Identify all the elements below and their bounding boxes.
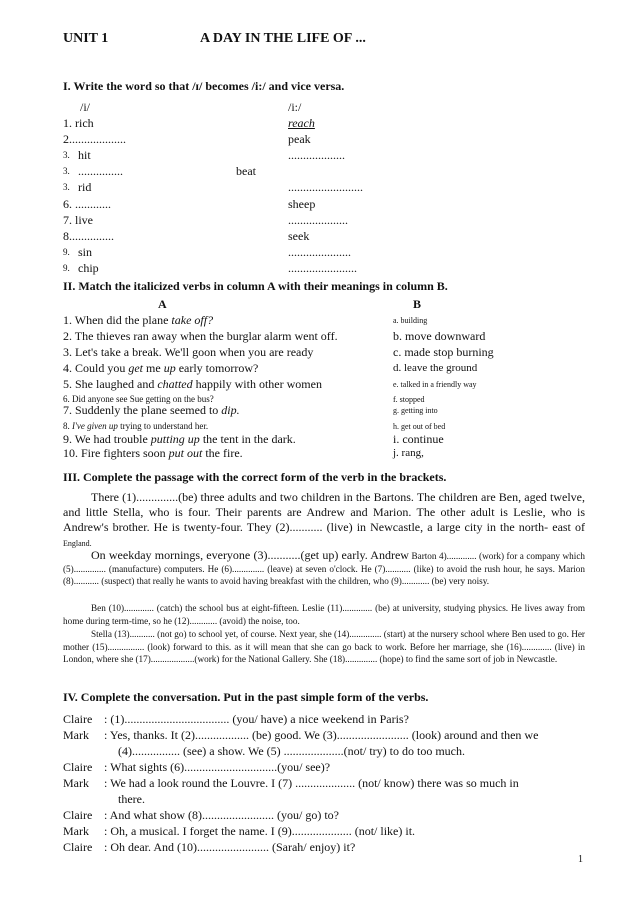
match-a-text: 6. Did anyone see Sue getting on the bus? <box>63 394 214 404</box>
section4-heading: IV. Complete the conversation. Put in the past simple form of the verbs. <box>63 690 429 704</box>
speaker-name: Mark <box>63 776 89 790</box>
speaker-line: : Oh dear. And (10)........................ (Sarah/ enjoy) it? <box>104 840 356 854</box>
match-a-item <box>63 361 258 375</box>
word-left: ............... <box>78 164 123 178</box>
speaker-line: : (1)................................... (you/ have) a nice weekend in Paris? <box>104 712 409 726</box>
speaker-name: Claire <box>63 712 93 726</box>
section1-heading: I. Write the word so that /ɪ/ becomes /i:/ and vice versa. <box>63 79 345 93</box>
match-b-item: g. getting into <box>393 406 438 415</box>
page-number: 1 <box>578 854 583 865</box>
word-row-number: 3. <box>63 182 70 192</box>
word-left: hit <box>78 148 91 162</box>
match-a-text: 7. Suddenly the plane seemed to <box>63 403 222 417</box>
match-b-item: j. rang, <box>393 447 424 459</box>
match-a-item <box>63 421 208 432</box>
match-a-text: 4. Could you <box>63 361 129 375</box>
match-a-verb: up <box>163 361 176 375</box>
match-a-item <box>63 345 313 359</box>
match-b-item: i. continue <box>393 432 444 446</box>
word-right: seek <box>288 229 310 243</box>
col-a-head: A <box>158 297 167 311</box>
word-right: ....................... <box>288 261 357 275</box>
unit-label: UNIT 1 <box>63 31 109 46</box>
unit-title: A DAY IN THE LIFE OF ... <box>200 31 366 46</box>
speaker-line-continued: there. <box>118 792 145 806</box>
col-left-head: /i/ <box>80 100 91 114</box>
match-a-item <box>63 377 322 391</box>
match-b-item: a. building <box>393 316 428 325</box>
section2-heading: II. Match the italicized verbs in column A with their meanings in column B. <box>63 279 448 293</box>
match-b-item: d. leave the ground <box>393 362 478 374</box>
match-a-text: happily with other women <box>192 377 322 391</box>
match-a-text: 10. Fire fighters soon <box>63 446 169 460</box>
match-b-item: h. get out of bed <box>393 422 446 431</box>
word-left: 6. ............ <box>63 197 111 211</box>
match-a-item <box>63 313 213 327</box>
word-left: 1. rich <box>63 116 94 130</box>
word-row-number: 3. <box>63 150 70 160</box>
col-right-head: /i:/ <box>288 100 302 114</box>
word-row-number: 3. <box>63 166 70 176</box>
match-a-item <box>63 446 243 460</box>
word-left: 2................... <box>63 132 126 146</box>
match-a-text: the tent in the dark. <box>199 432 296 446</box>
word-left: 7. live <box>63 213 93 227</box>
match-a-verb: chatted <box>157 377 193 391</box>
word-left: rid <box>78 180 92 194</box>
speaker-line: : And what show (8)........................ (you/ go) to? <box>104 808 339 822</box>
section3-paragraph-1-text: There (1)..............(be) three adults and two children in the Bartons. The children are Ben, aged twelve, and little Stella, who is four. Their parents are Andrew and Marion. The other adult is Leslie, who is Andrew's brother. He is twenty-four. They (2)........... (live) in Newcastle, a large city in the north- east of <box>63 490 585 534</box>
match-a-text: early tomorrow? <box>175 361 259 375</box>
match-a-text: trying to understand her. <box>117 421 209 431</box>
section3-heading: III. Complete the passage with the correct form of the verb in the brackets. <box>63 470 447 484</box>
speaker-line: : Yes, thanks. It (2).................. (be) good. We (3)........................ (look) around and then we <box>104 728 539 742</box>
match-a-verb: dip. <box>221 403 240 417</box>
match-a-verb: take off? <box>171 313 214 327</box>
word-right: peak <box>288 132 311 146</box>
match-a-item <box>63 329 338 343</box>
section3-paragraph-2-lead: On weekday mornings, everyone (3)...........(get up) early. Andrew <box>91 548 409 562</box>
match-a-item <box>63 403 240 417</box>
section3-paragraph-1-tail: England. <box>63 539 92 548</box>
col-b-head: B <box>413 297 422 311</box>
word-left: 8............... <box>63 229 114 243</box>
match-b-item: f. stopped <box>393 395 425 404</box>
word-middle: beat <box>236 164 256 178</box>
speaker-name: Claire <box>63 840 93 854</box>
match-a-verb: putting up <box>150 432 200 446</box>
speaker-line: : We had a look round the Louvre. I (7) .................... (not/ know) there was so much in <box>104 776 519 790</box>
speaker-line-continued: (4)................ (see) a show. We (5) ....................(not/ try) to do too much. <box>118 744 465 758</box>
match-b-item: b. move downward <box>393 329 486 343</box>
section3-paragraph-1 <box>63 490 585 550</box>
match-a-text: 5. She laughed and <box>63 377 158 391</box>
word-left: chip <box>78 261 99 275</box>
section3-paragraph-4: Stella (13)........... (not go) to school yet, of course. Next year, she (14).............. (start) at the nursery school where Ben used to go. Her mother (15)................ (look) forward to this. as it will mean that she can go back to work. Before her marriage, she (16)............. (live) in London, where she (17)...................(work) for the National Gallery. She (18).............. (hope) to find the same sort of job in Newcastle. <box>63 629 585 665</box>
speaker-name: Claire <box>63 808 93 822</box>
word-right: reach <box>288 116 315 130</box>
speaker-name: Claire <box>63 760 93 774</box>
match-a-item <box>63 432 296 446</box>
word-right: .................... <box>288 213 348 227</box>
speaker-name: Mark <box>63 728 89 742</box>
word-right: ..................... <box>288 245 351 259</box>
word-row-number: 9. <box>63 263 70 273</box>
match-a-verb: get <box>128 361 144 375</box>
word-right: sheep <box>288 197 316 211</box>
word-left: sin <box>78 245 93 259</box>
match-a-text: 9. We had trouble <box>63 432 151 446</box>
match-b-item: e. talked in a friendly way <box>393 380 477 389</box>
match-a-text: 3. Let's take a break. We'll goon when you are ready <box>63 345 314 359</box>
speaker-line: : What sights (6)...............................(you/ see)? <box>104 760 331 774</box>
section3-paragraph-2-text: Barton 4)............. (work) for a company which (5).............. (manufacture) computers. He (6).............. (leave) at seven o'clock. He (7)........... (like) to avoid the rush hour, he says. Marion (8)........... (suspect) that really he wants to avoid having breakfast with the children, who (9)............ (be) very noisy. <box>63 551 585 587</box>
match-a-text: me <box>143 361 164 375</box>
match-a-text: 2. The thieves ran away when the burglar alarm went off. <box>63 329 338 343</box>
word-row-number: 9. <box>63 247 70 257</box>
match-b-item: c. made stop burning <box>393 345 494 359</box>
match-a-verb: I've given up <box>72 421 118 431</box>
word-right: ......................... <box>288 180 363 194</box>
section3-paragraph-3: Ben (10)............. (catch) the school bus at eight-fifteen. Leslie (11)............. (be) at university, studying physics. He lives away from home during term-time, so he (12)............ (avoid) the noise, too. <box>63 603 585 626</box>
speaker-line: : Oh, a musical. I forget the name. I (9).................... (not/ like) it. <box>104 824 416 838</box>
word-right: ................... <box>288 148 345 162</box>
section3-paragraph-2 <box>63 549 585 588</box>
match-a-text: the fire. <box>202 446 243 460</box>
match-a-text: 8. <box>63 421 72 431</box>
speaker-name: Mark <box>63 824 89 838</box>
match-a-text: 1. When did the plane <box>63 313 172 327</box>
match-a-verb: put out <box>168 446 203 460</box>
